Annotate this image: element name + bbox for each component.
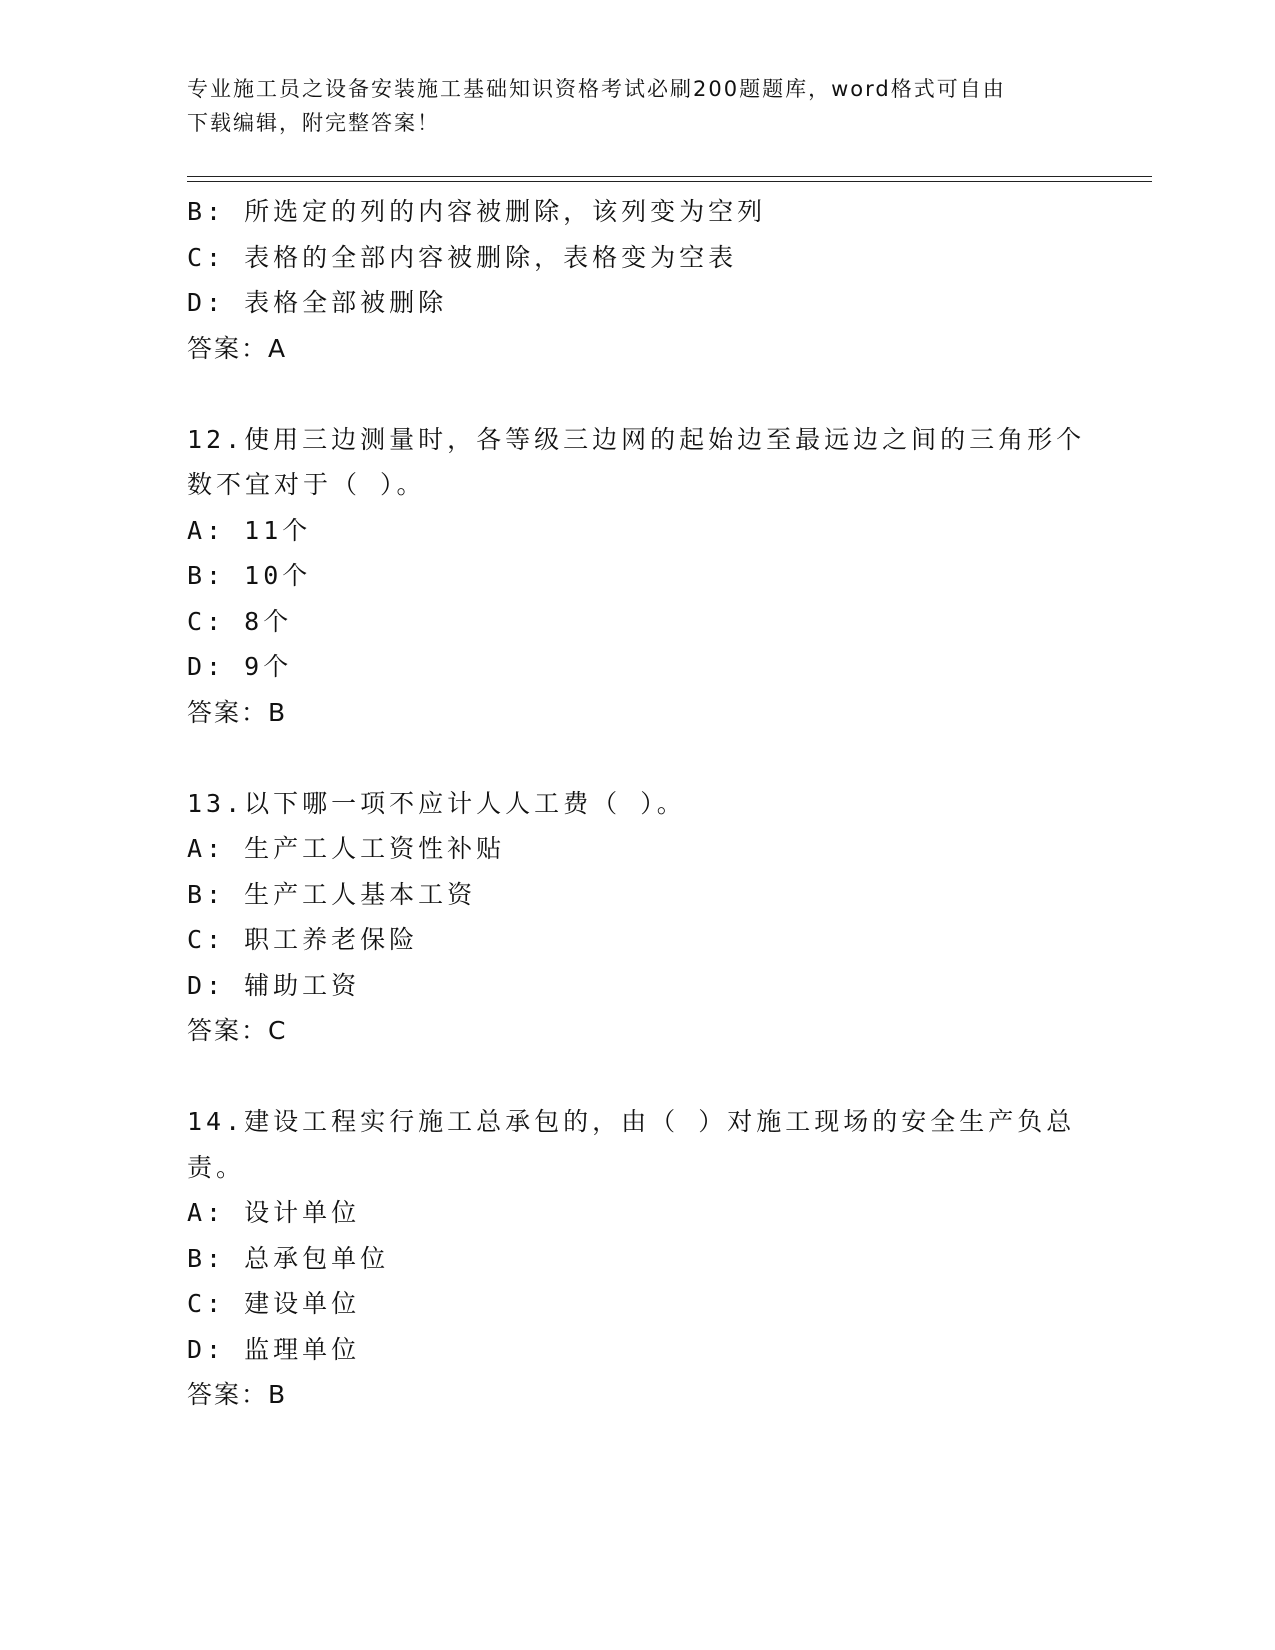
question-stem-line-1: 13.以下哪一项不应计人人工费（ ）。 [187, 788, 686, 818]
question-11-continued [187, 189, 1087, 371]
answer: 答案：B [187, 697, 288, 727]
question-14 [187, 1099, 1087, 1418]
option-a: A: 设计单位 [187, 1198, 361, 1227]
option-c: C: 职工养老保险 [187, 925, 419, 954]
spacer [187, 735, 1087, 781]
question-stem-line-1: 14.建设工程实行施工总承包的，由（ ）对施工现场的安全生产负总 [187, 1107, 1076, 1136]
option-d: D: 监理单位 [187, 1334, 361, 1364]
option-d: D: 辅助工资 [187, 970, 361, 1000]
option-b: B: 生产工人基本工资 [187, 879, 477, 909]
question-13 [187, 781, 1087, 1054]
option-a: A: 生产工人工资性补贴 [187, 834, 506, 863]
answer: 答案：A [187, 333, 288, 363]
question-content [187, 189, 1087, 1418]
option-d: D: 9个 [187, 652, 293, 681]
option-b: B: 总承包单位 [187, 1243, 390, 1273]
spacer [187, 371, 1087, 417]
header-rule-top [187, 176, 1152, 177]
question-stem-line-1: 12.使用三边测量时，各等级三边网的起始边至最远边之间的三角形个 [187, 424, 1086, 454]
question-12 [187, 417, 1087, 736]
header-line-2: 下载编辑，附完整答案！ [187, 111, 440, 135]
option-d: D: 表格全部被删除 [187, 288, 448, 317]
answer: 答案：B [187, 1380, 288, 1409]
question-stem-line-2: 数不宜对于（ ）。 [187, 470, 426, 499]
option-a: A: 11个 [187, 515, 312, 545]
option-b: B: 10个 [187, 561, 312, 590]
option-c: C: 建设单位 [187, 1289, 361, 1318]
option-b: B: 所选定的列的内容被删除，该列变为空列 [187, 197, 767, 226]
header-rule-bottom [187, 181, 1152, 182]
document-header [187, 72, 1067, 140]
spacer [187, 1054, 1087, 1100]
question-stem-line-2: 责。 [187, 1152, 246, 1182]
answer: 答案：C [187, 1016, 288, 1045]
header-line-1: 专业施工员之设备安装施工基础知识资格考试必刷200题题库，word格式可自由 [187, 77, 1006, 101]
option-c: C: 8个 [187, 606, 293, 636]
option-c: C: 表格的全部内容被删除，表格变为空表 [187, 242, 738, 272]
